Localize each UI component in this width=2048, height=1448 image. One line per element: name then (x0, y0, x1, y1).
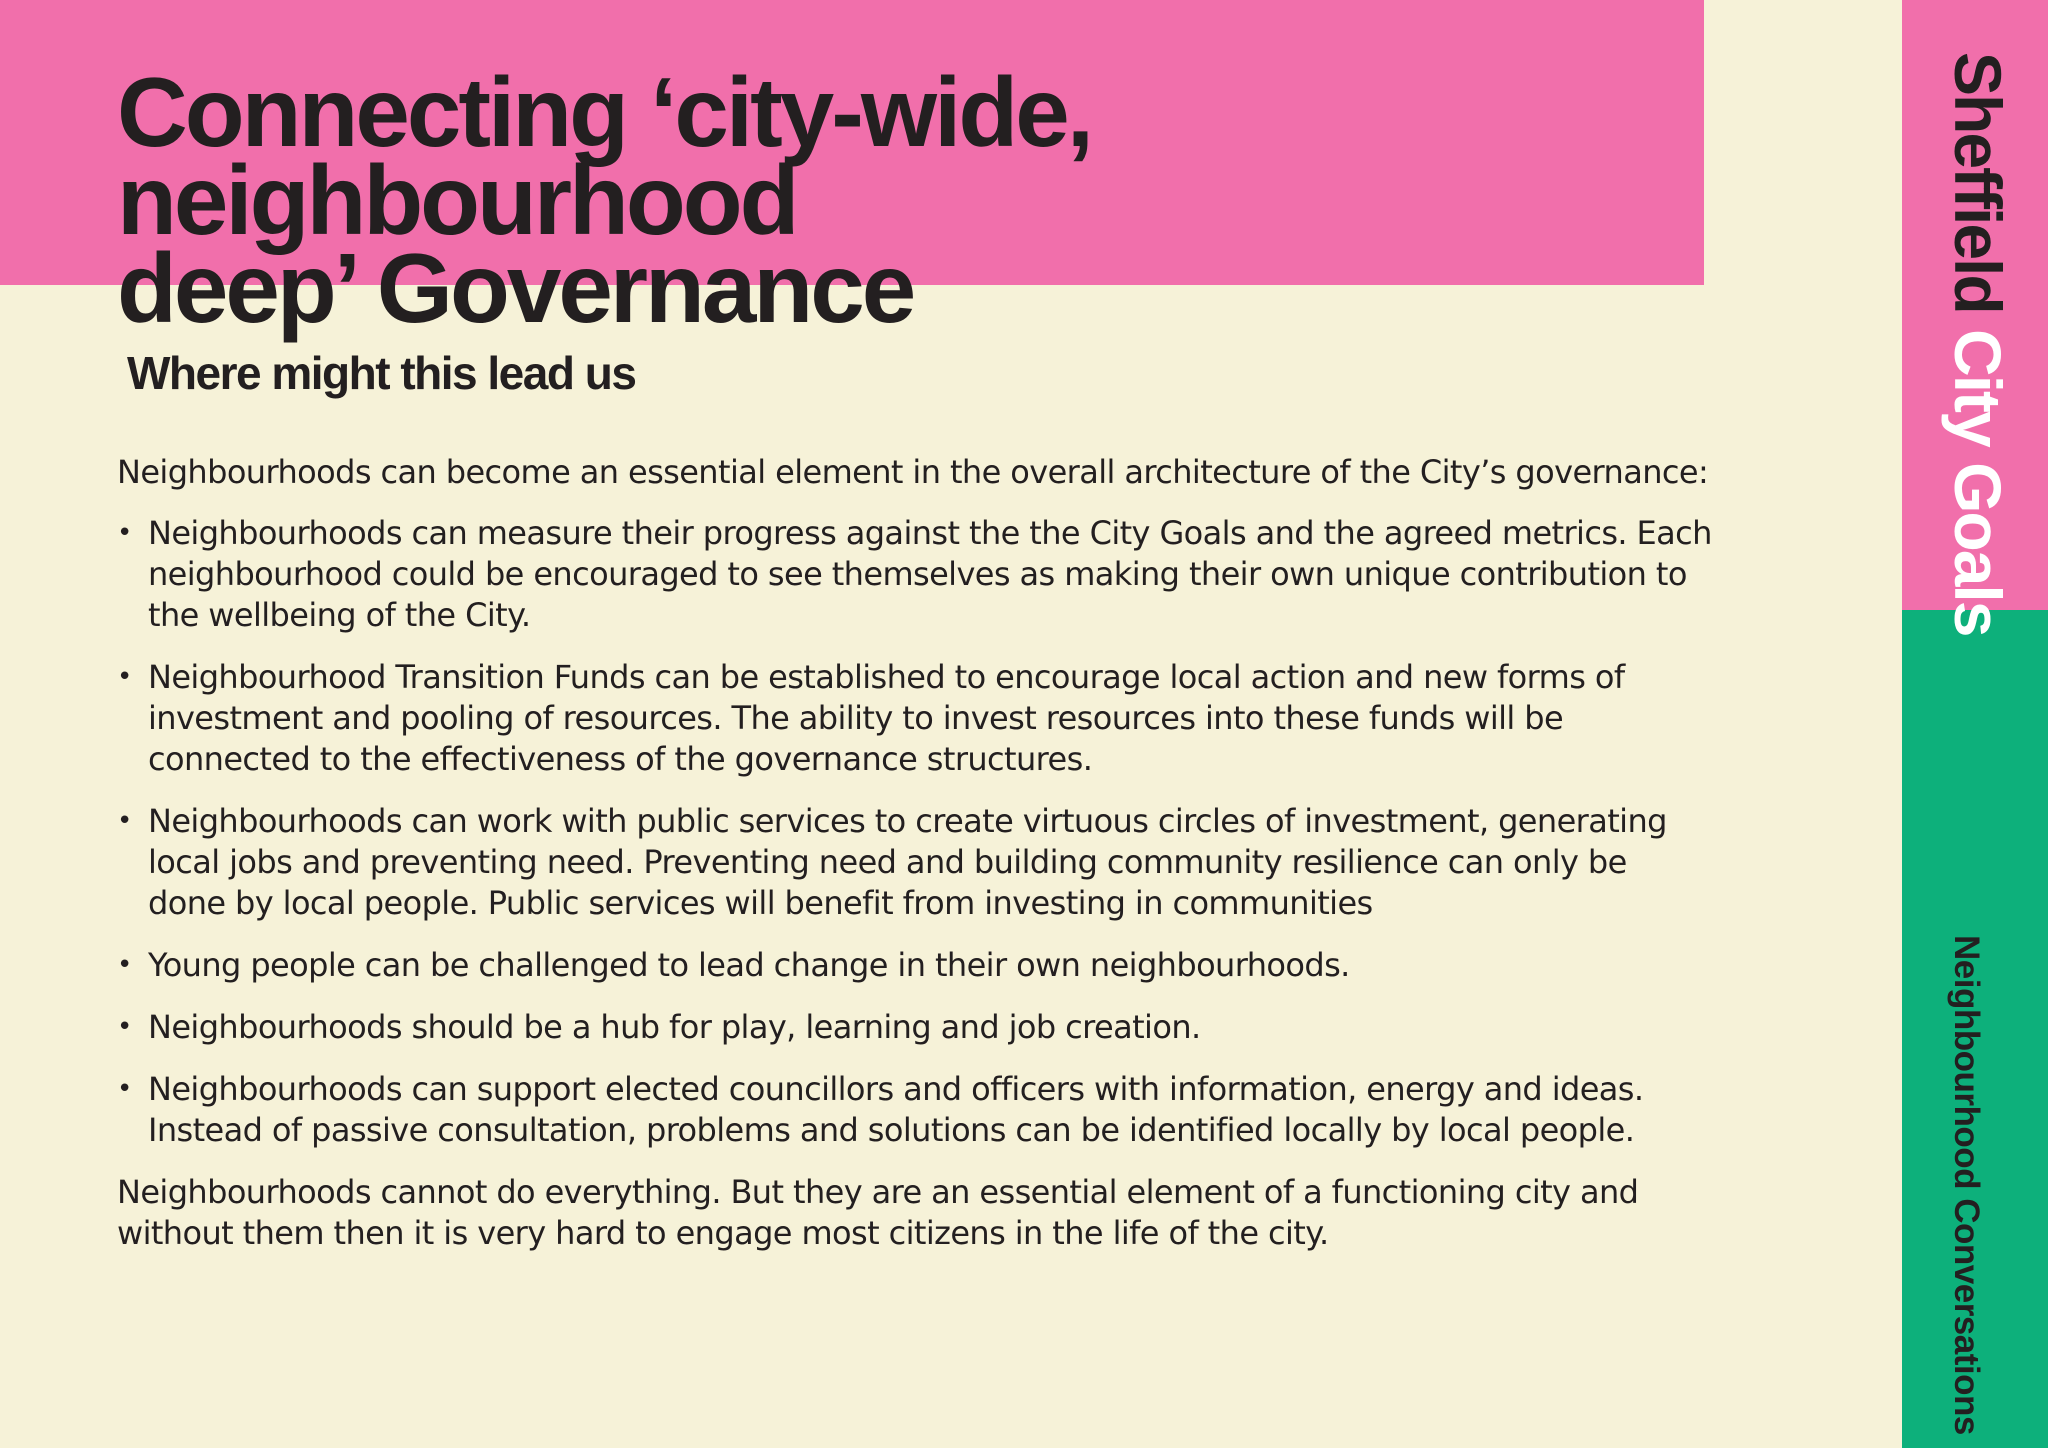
list-item: • Neighbourhoods can work with public services to create virtuous circles of investment, generating local jobs and preventing need. Preventing need and building community resilience can only be done by local people. Public services will benefit from investing in communities (117, 801, 1712, 924)
list-item: • Neighbourhood Transition Funds can be established to encourage local action and new forms of investment and pooling of resources. The ability to invest resources into these funds will be connected to the effectiveness of the governance structures. (117, 657, 1712, 780)
list-item: • Neighbourhoods can measure their progress against the the City Goals and the agreed metrics. Each neighbourhood could be encouraged to see themselves as making their own unique contribution to the wellbeing of the City. (117, 513, 1712, 636)
intro-paragraph: Neighbourhoods can become an essential element in the overall architecture of the City’s governance: (117, 453, 1709, 491)
page-title-line-2: deep’ Governance (117, 233, 914, 343)
page-title (117, 57, 1677, 343)
conclusion-paragraph: Neighbourhoods cannot do everything. But they are an essential element of a functioning city and without them then it is very hard to engage most citizens in the life of the city. (117, 1173, 1639, 1252)
sidebar-subtitle: Neighbourhood Conversations (1947, 935, 1986, 1435)
bullet-list (117, 513, 1712, 1151)
list-item: • Neighbourhoods should be a hub for play, learning and job creation. (117, 1007, 1712, 1048)
section-heading: Where might this lead us (127, 347, 636, 399)
title-banner (0, 0, 1704, 343)
list-item: • Neighbourhoods can support elected councillors and officers with information, energy and ideas. Instead of passive consultation, problems and solutions can be identified locally by local people. (117, 1069, 1712, 1151)
sidebar-title-word-city-goals: City Goals (1941, 329, 2015, 636)
page-title-line-1: Connecting ‘city-wide, neighbourhood (117, 57, 1091, 255)
list-item: • Young people can be challenged to lead change in their own neighbourhoods. (117, 945, 1712, 986)
sidebar-title-word-sheffield: Sheffield (1941, 52, 2015, 313)
body-content (117, 452, 1712, 1254)
sidebar-title (1940, 52, 2016, 635)
